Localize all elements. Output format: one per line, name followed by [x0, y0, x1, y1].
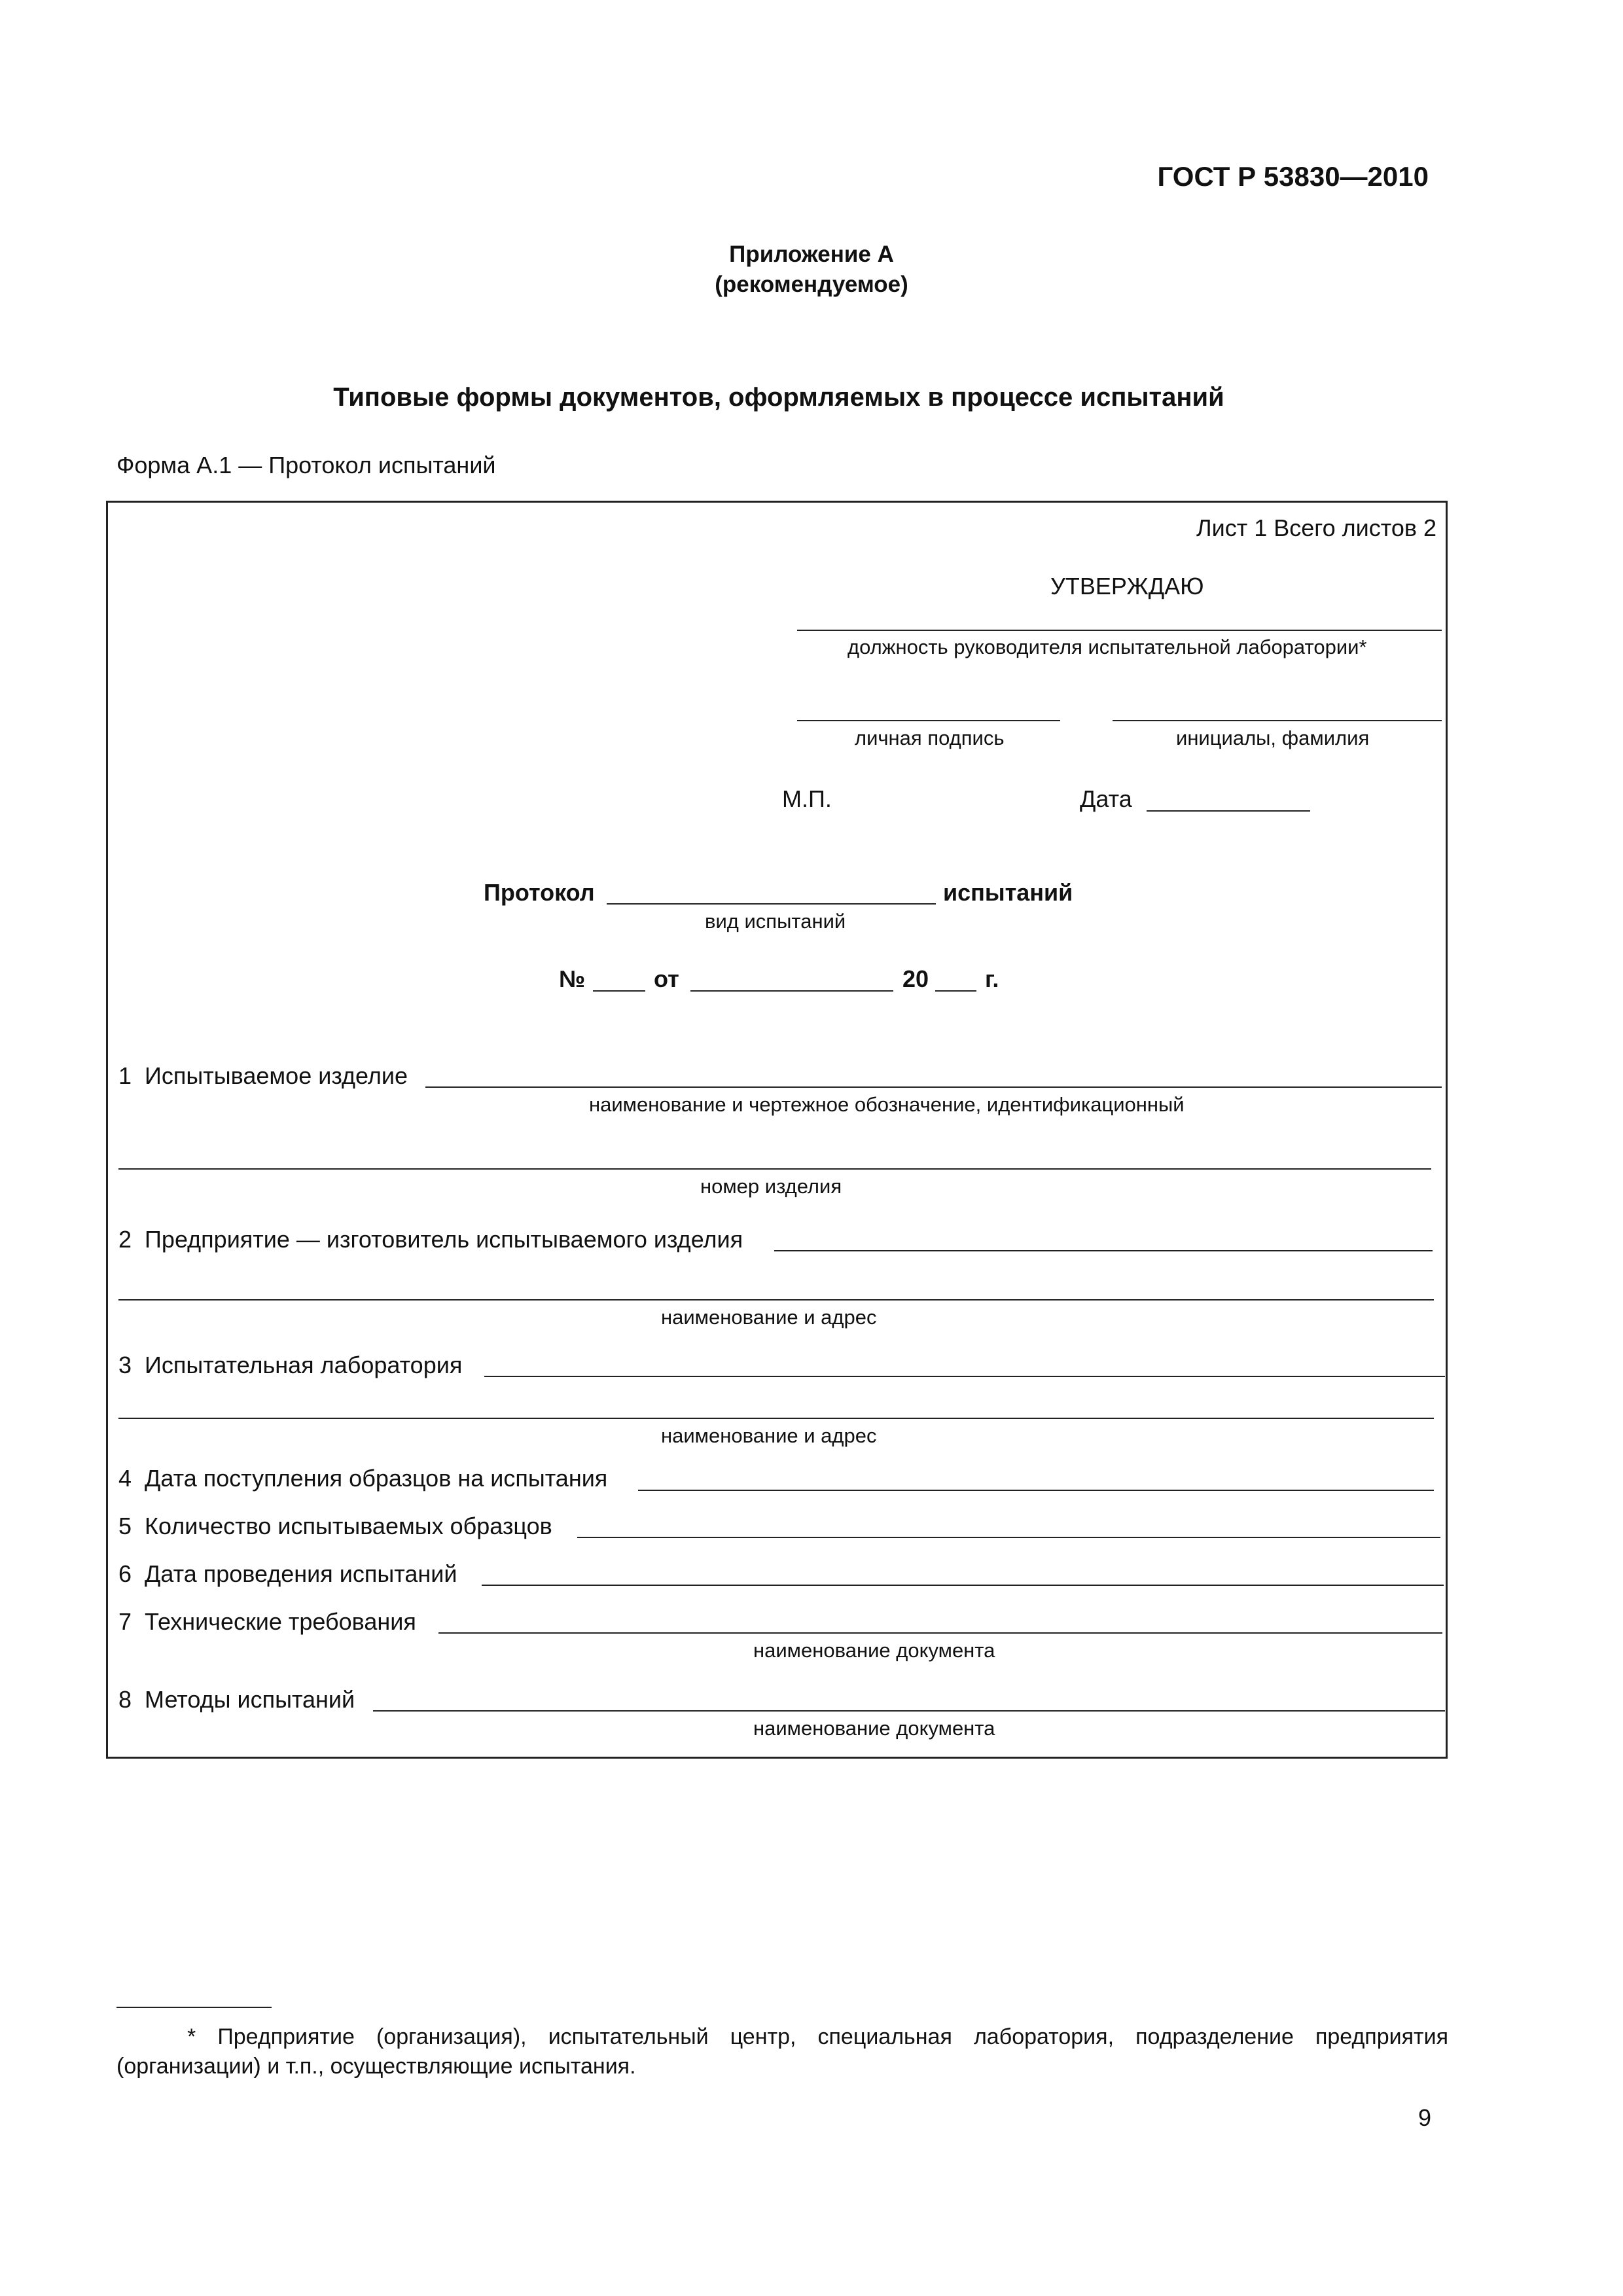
appendix-subtitle: (рекомендуемое) [715, 272, 908, 297]
date-from-line [690, 990, 893, 992]
item-label: Технические требования [145, 1608, 416, 1635]
stamp-label: М.П. [782, 785, 832, 812]
item-label: Методы испытаний [145, 1686, 355, 1713]
item-4 [118, 1465, 607, 1492]
item-7-caption: наименование документа [753, 1639, 995, 1662]
approve-label: УТВЕРЖДАЮ [1050, 573, 1204, 600]
item-8-caption: наименование документа [753, 1717, 995, 1740]
item-label: Испытательная лаборатория [145, 1352, 463, 1378]
from-label: от [654, 965, 679, 992]
date-line [1147, 810, 1310, 812]
item-number: 4 [118, 1465, 132, 1492]
section-title: Типовые формы документов, оформляемых в процессе испытаний [333, 383, 1224, 412]
item-1-line [425, 1086, 1442, 1088]
footnote-rule [116, 2007, 272, 2008]
item-8-line [373, 1710, 1445, 1712]
tests-label: испытаний [943, 879, 1073, 906]
protocol-form [106, 501, 1448, 1759]
year-suffix: г. [985, 965, 999, 992]
item-1 [118, 1062, 408, 1090]
item-2-line [774, 1250, 1433, 1251]
page-number: 9 [1418, 2104, 1431, 2131]
item-3-line-2 [118, 1418, 1434, 1419]
year-label: 20 [902, 965, 929, 992]
item-3-line [484, 1376, 1445, 1377]
test-type-line [607, 903, 936, 905]
test-type-caption: вид испытаний [705, 910, 846, 933]
item-4-line [638, 1490, 1434, 1491]
item-2-line-2 [118, 1299, 1434, 1300]
name-caption: инициалы, фамилия [1176, 726, 1370, 749]
item-6-line [482, 1585, 1444, 1586]
item-1-caption: наименование и чертежное обозначение, идентификационный [589, 1093, 1185, 1116]
item-7-line [438, 1632, 1442, 1634]
item-label: Дата проведения испытаний [145, 1560, 457, 1587]
item-5 [118, 1513, 552, 1540]
name-line [1113, 720, 1442, 721]
item-3-caption: наименование и адрес [661, 1424, 877, 1447]
item-2 [118, 1226, 743, 1253]
item-1-caption-2: номер изделия [700, 1175, 842, 1198]
item-3 [118, 1352, 462, 1379]
number-line [593, 990, 645, 992]
year-line [935, 990, 976, 992]
item-number: 7 [118, 1608, 132, 1635]
item-number: 5 [118, 1513, 132, 1539]
form-caption: Форма А.1 — Протокол испытаний [116, 452, 496, 478]
item-number: 2 [118, 1226, 132, 1253]
item-number: 3 [118, 1352, 132, 1378]
item-label: Дата поступления образцов на испытания [145, 1465, 608, 1492]
footnote: * Предприятие (организация), испытательный центр, специальная лаборатория, подразделение предприятия (организации) и т.п., осуществляющие испытания. [116, 2024, 1448, 2079]
number-label: № [559, 965, 586, 992]
appendix-heading [0, 240, 1623, 300]
signature-line [797, 720, 1060, 721]
position-line [797, 630, 1442, 631]
item-8 [118, 1686, 355, 1713]
position-caption: должность руководителя испытательной лаборатории* [847, 636, 1367, 658]
item-7 [118, 1608, 416, 1636]
item-label: Предприятие — изготовитель испытываемого изделия [145, 1226, 743, 1253]
item-label: Испытываемое изделие [145, 1062, 408, 1089]
item-1-line-2 [118, 1168, 1431, 1170]
item-number: 6 [118, 1560, 132, 1587]
signature-caption: личная подпись [855, 726, 1005, 749]
protocol-label: Протокол [484, 879, 595, 906]
date-label: Дата [1080, 785, 1132, 812]
item-6 [118, 1560, 457, 1588]
item-2-caption: наименование и адрес [661, 1306, 877, 1329]
sheet-counter: Лист 1 Всего листов 2 [1196, 514, 1436, 541]
item-5-line [577, 1537, 1440, 1538]
item-number: 1 [118, 1062, 132, 1089]
standard-number: ГОСТ Р 53830—2010 [1157, 161, 1429, 192]
item-number: 8 [118, 1686, 132, 1713]
appendix-title: Приложение А [729, 242, 894, 267]
item-label: Количество испытываемых образцов [145, 1513, 552, 1539]
